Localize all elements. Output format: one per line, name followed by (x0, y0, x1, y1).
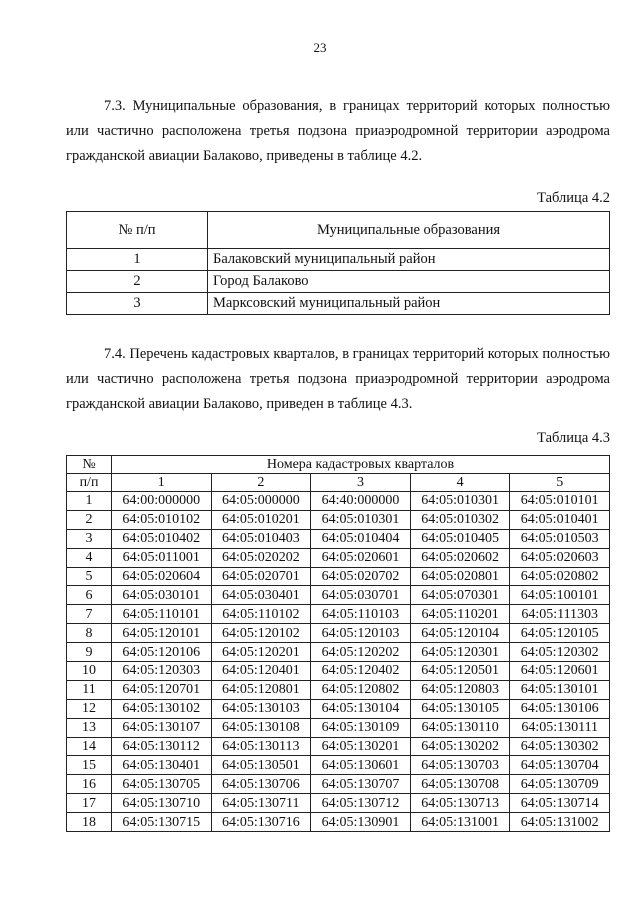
table-cell-cadastral: 64:05:130708 (410, 775, 510, 794)
table-cell-cadastral: 64:05:120104 (410, 624, 510, 643)
table-row (67, 662, 610, 681)
table-cell-cadastral: 64:05:120402 (311, 662, 411, 681)
table-cell-num: 2 (67, 271, 208, 293)
table-4-3-column-header: 5 (510, 474, 610, 492)
table-cell-cadastral: 64:05:130103 (211, 699, 311, 718)
table-cell-cadastral: 64:05:020802 (510, 567, 610, 586)
table-row (67, 680, 610, 699)
table-cell-cadastral: 64:05:120101 (112, 624, 212, 643)
table-cell-cadastral: 64:05:131002 (510, 813, 610, 832)
table-4-2-header-name: Муниципальные образования (208, 212, 610, 249)
table-4-3-column-row (67, 474, 610, 492)
table-cell-cadastral: 64:05:020702 (311, 567, 411, 586)
table-cell-cadastral: 64:05:010402 (112, 529, 212, 548)
table-cell-cadastral: 64:05:130713 (410, 794, 510, 813)
table-cell-cadastral: 64:05:020202 (211, 548, 311, 567)
table-cell-num: 8 (67, 624, 112, 643)
table-cell-cadastral: 64:05:130107 (112, 718, 212, 737)
table-cell-cadastral: 64:05:120106 (112, 643, 212, 662)
table-cell-cadastral: 64:05:000000 (211, 492, 311, 511)
table-cell-cadastral: 64:05:130601 (311, 756, 411, 775)
table-cell-cadastral: 64:05:010401 (510, 510, 610, 529)
table-cell-cadastral: 64:05:130110 (410, 718, 510, 737)
table-cell-num: 5 (67, 567, 112, 586)
table-cell-num: 16 (67, 775, 112, 794)
table-cell-cadastral: 64:05:130901 (311, 813, 411, 832)
table-cell-cadastral: 64:05:020602 (410, 548, 510, 567)
table-cell-cadastral: 64:05:130112 (112, 737, 212, 756)
table-row (67, 718, 610, 737)
table-4-2 (66, 211, 610, 315)
table-cell-cadastral: 64:05:130302 (510, 737, 610, 756)
table-cell-cadastral: 64:05:020603 (510, 548, 610, 567)
table-cell-cadastral: 64:05:120202 (311, 643, 411, 662)
table-cell-num: 14 (67, 737, 112, 756)
table-4-3-column-header: 2 (211, 474, 311, 492)
table-row (67, 624, 610, 643)
table-row (67, 605, 610, 624)
table-cell-cadastral: 64:05:010404 (311, 529, 411, 548)
table-cell-num: 10 (67, 662, 112, 681)
table-cell-cadastral: 64:05:120105 (510, 624, 610, 643)
table-cell-cadastral: 64:05:130106 (510, 699, 610, 718)
table-row (67, 249, 610, 271)
table-cell-cadastral: 64:05:130401 (112, 756, 212, 775)
table-cell-cadastral: 64:05:120302 (510, 643, 610, 662)
table-cell-cadastral: 64:05:130710 (112, 794, 212, 813)
table-cell-cadastral: 64:05:130706 (211, 775, 311, 794)
table-cell-num: 11 (67, 680, 112, 699)
table-cell-num: 7 (67, 605, 112, 624)
table-cell-cadastral: 64:05:130705 (112, 775, 212, 794)
table-row (67, 643, 610, 662)
table-cell-cadastral: 64:05:130711 (211, 794, 311, 813)
table-cell-cadastral: 64:05:130113 (211, 737, 311, 756)
table-cell-cadastral: 64:05:030701 (311, 586, 411, 605)
table-cell-cadastral: 64:05:020601 (311, 548, 411, 567)
table-cell-num: 1 (67, 249, 208, 271)
table-cell-cadastral: 64:05:130704 (510, 756, 610, 775)
table-row (67, 775, 610, 794)
table-cell-cadastral: 64:05:130716 (211, 813, 311, 832)
table-cell-cadastral: 64:05:010503 (510, 529, 610, 548)
table-cell-cadastral: 64:05:130707 (311, 775, 411, 794)
table-cell-cadastral: 64:05:130709 (510, 775, 610, 794)
table-cell-cadastral: 64:05:120501 (410, 662, 510, 681)
table-cell-cadastral: 64:05:130102 (112, 699, 212, 718)
table-row (67, 548, 610, 567)
table-cell-name: Город Балаково (208, 271, 610, 293)
table-4-3-column-header: 4 (410, 474, 510, 492)
table-cell-num: 2 (67, 510, 112, 529)
table-cell-cadastral: 64:05:130104 (311, 699, 411, 718)
table-cell-cadastral: 64:05:111303 (510, 605, 610, 624)
table-cell-cadastral: 64:05:120802 (311, 680, 411, 699)
table-cell-cadastral: 64:05:131001 (410, 813, 510, 832)
table-cell-cadastral: 64:05:120801 (211, 680, 311, 699)
table-cell-name: Марксовский муниципальный район (208, 293, 610, 315)
table-cell-cadastral: 64:05:120601 (510, 662, 610, 681)
table-cell-cadastral: 64:05:010302 (410, 510, 510, 529)
table-row (67, 567, 610, 586)
table-cell-cadastral: 64:05:130501 (211, 756, 311, 775)
table-row (67, 510, 610, 529)
table-cell-cadastral: 64:05:010301 (410, 492, 510, 511)
table-cell-cadastral: 64:05:130714 (510, 794, 610, 813)
table-cell-num: 9 (67, 643, 112, 662)
section-7-3-paragraph: 7.3. Муниципальные образования, в границах территорий которых полностью или частично расположена третья подзона приаэродромной территории аэродрома гражданской авиации Балаково, приведены в таблице 4.2. (66, 98, 610, 164)
table-4-3 (66, 455, 610, 832)
table-cell-cadastral: 64:05:120401 (211, 662, 311, 681)
table-cell-cadastral: 64:05:110102 (211, 605, 311, 624)
table-row (67, 529, 610, 548)
table-row (67, 699, 610, 718)
table-cell-num: 18 (67, 813, 112, 832)
table-cell-cadastral: 64:05:070301 (410, 586, 510, 605)
table-cell-cadastral: 64:05:130105 (410, 699, 510, 718)
table-cell-cadastral: 64:05:120201 (211, 643, 311, 662)
table-cell-cadastral: 64:05:100101 (510, 586, 610, 605)
table-cell-num: 6 (67, 586, 112, 605)
table-4-3-header-row (67, 456, 610, 474)
table-cell-cadastral: 64:05:120803 (410, 680, 510, 699)
table-4-2-header-num: № п/п (67, 212, 208, 249)
table-cell-cadastral: 64:00:000000 (112, 492, 212, 511)
table-cell-num: 13 (67, 718, 112, 737)
table-cell-cadastral: 64:05:130101 (510, 680, 610, 699)
table-row (67, 293, 610, 315)
table-cell-cadastral: 64:05:010101 (510, 492, 610, 511)
table-cell-num: 3 (67, 529, 112, 548)
table-cell-cadastral: 64:05:120301 (410, 643, 510, 662)
table-cell-cadastral: 64:05:010201 (211, 510, 311, 529)
table-cell-cadastral: 64:05:020604 (112, 567, 212, 586)
table-cell-cadastral: 64:05:110201 (410, 605, 510, 624)
table-cell-cadastral: 64:05:011001 (112, 548, 212, 567)
table-4-3-column-header: 1 (112, 474, 212, 492)
table-cell-cadastral: 64:05:120103 (311, 624, 411, 643)
page-number: 23 (313, 40, 327, 55)
table-row (67, 737, 610, 756)
table-row (67, 586, 610, 605)
table-cell-cadastral: 64:05:010301 (311, 510, 411, 529)
table-cell-cadastral: 64:05:120303 (112, 662, 212, 681)
table-row (67, 492, 610, 511)
table-cell-num: 4 (67, 548, 112, 567)
table-cell-num: 17 (67, 794, 112, 813)
table-cell-num: 12 (67, 699, 112, 718)
table-cell-num: 1 (67, 492, 112, 511)
table-cell-cadastral: 64:05:110101 (112, 605, 212, 624)
section-7-4-paragraph: 7.4. Перечень кадастровых кварталов, в границах территорий которых полностью или частично расположена третья подзона приаэродромной территории аэродрома гражданской авиации Балаково, приведен в таблице 4.3. (66, 346, 610, 412)
table-row (67, 756, 610, 775)
table-cell-cadastral: 64:05:010102 (112, 510, 212, 529)
table-cell-cadastral: 64:05:030401 (211, 586, 311, 605)
table-cell-cadastral: 64:05:130712 (311, 794, 411, 813)
table-row (67, 794, 610, 813)
table-cell-cadastral: 64:05:130202 (410, 737, 510, 756)
table-cell-cadastral: 64:05:130715 (112, 813, 212, 832)
table-cell-cadastral: 64:05:030101 (112, 586, 212, 605)
table-cell-cadastral: 64:05:130703 (410, 756, 510, 775)
table-cell-num: 3 (67, 293, 208, 315)
table-cell-cadastral: 64:05:110103 (311, 605, 411, 624)
table-cell-cadastral: 64:05:020701 (211, 567, 311, 586)
table-4-3-column-header: 3 (311, 474, 411, 492)
table-cell-cadastral: 64:05:120102 (211, 624, 311, 643)
table-cell-cadastral: 64:40:000000 (311, 492, 411, 511)
table-4-2-header-row (67, 212, 610, 249)
table-cell-name: Балаковский муниципальный район (208, 249, 610, 271)
table-4-2-caption: Таблица 4.2 (537, 190, 610, 206)
table-cell-num: 15 (67, 756, 112, 775)
table-cell-cadastral: 64:05:130108 (211, 718, 311, 737)
table-4-3-header-title: Номера кадастровых кварталов (112, 456, 610, 474)
table-4-3-caption: Таблица 4.3 (537, 430, 610, 446)
table-cell-cadastral: 64:05:130109 (311, 718, 411, 737)
table-cell-cadastral: 64:05:010403 (211, 529, 311, 548)
table-cell-cadastral: 64:05:130111 (510, 718, 610, 737)
table-row (67, 271, 610, 293)
table-cell-cadastral: 64:05:020801 (410, 567, 510, 586)
table-cell-cadastral: 64:05:130201 (311, 737, 411, 756)
table-4-3-header-num-bottom: п/п (67, 474, 112, 492)
table-cell-cadastral: 64:05:010405 (410, 529, 510, 548)
table-row (67, 813, 610, 832)
table-4-3-header-num-top: № (67, 456, 112, 474)
table-cell-cadastral: 64:05:120701 (112, 680, 212, 699)
